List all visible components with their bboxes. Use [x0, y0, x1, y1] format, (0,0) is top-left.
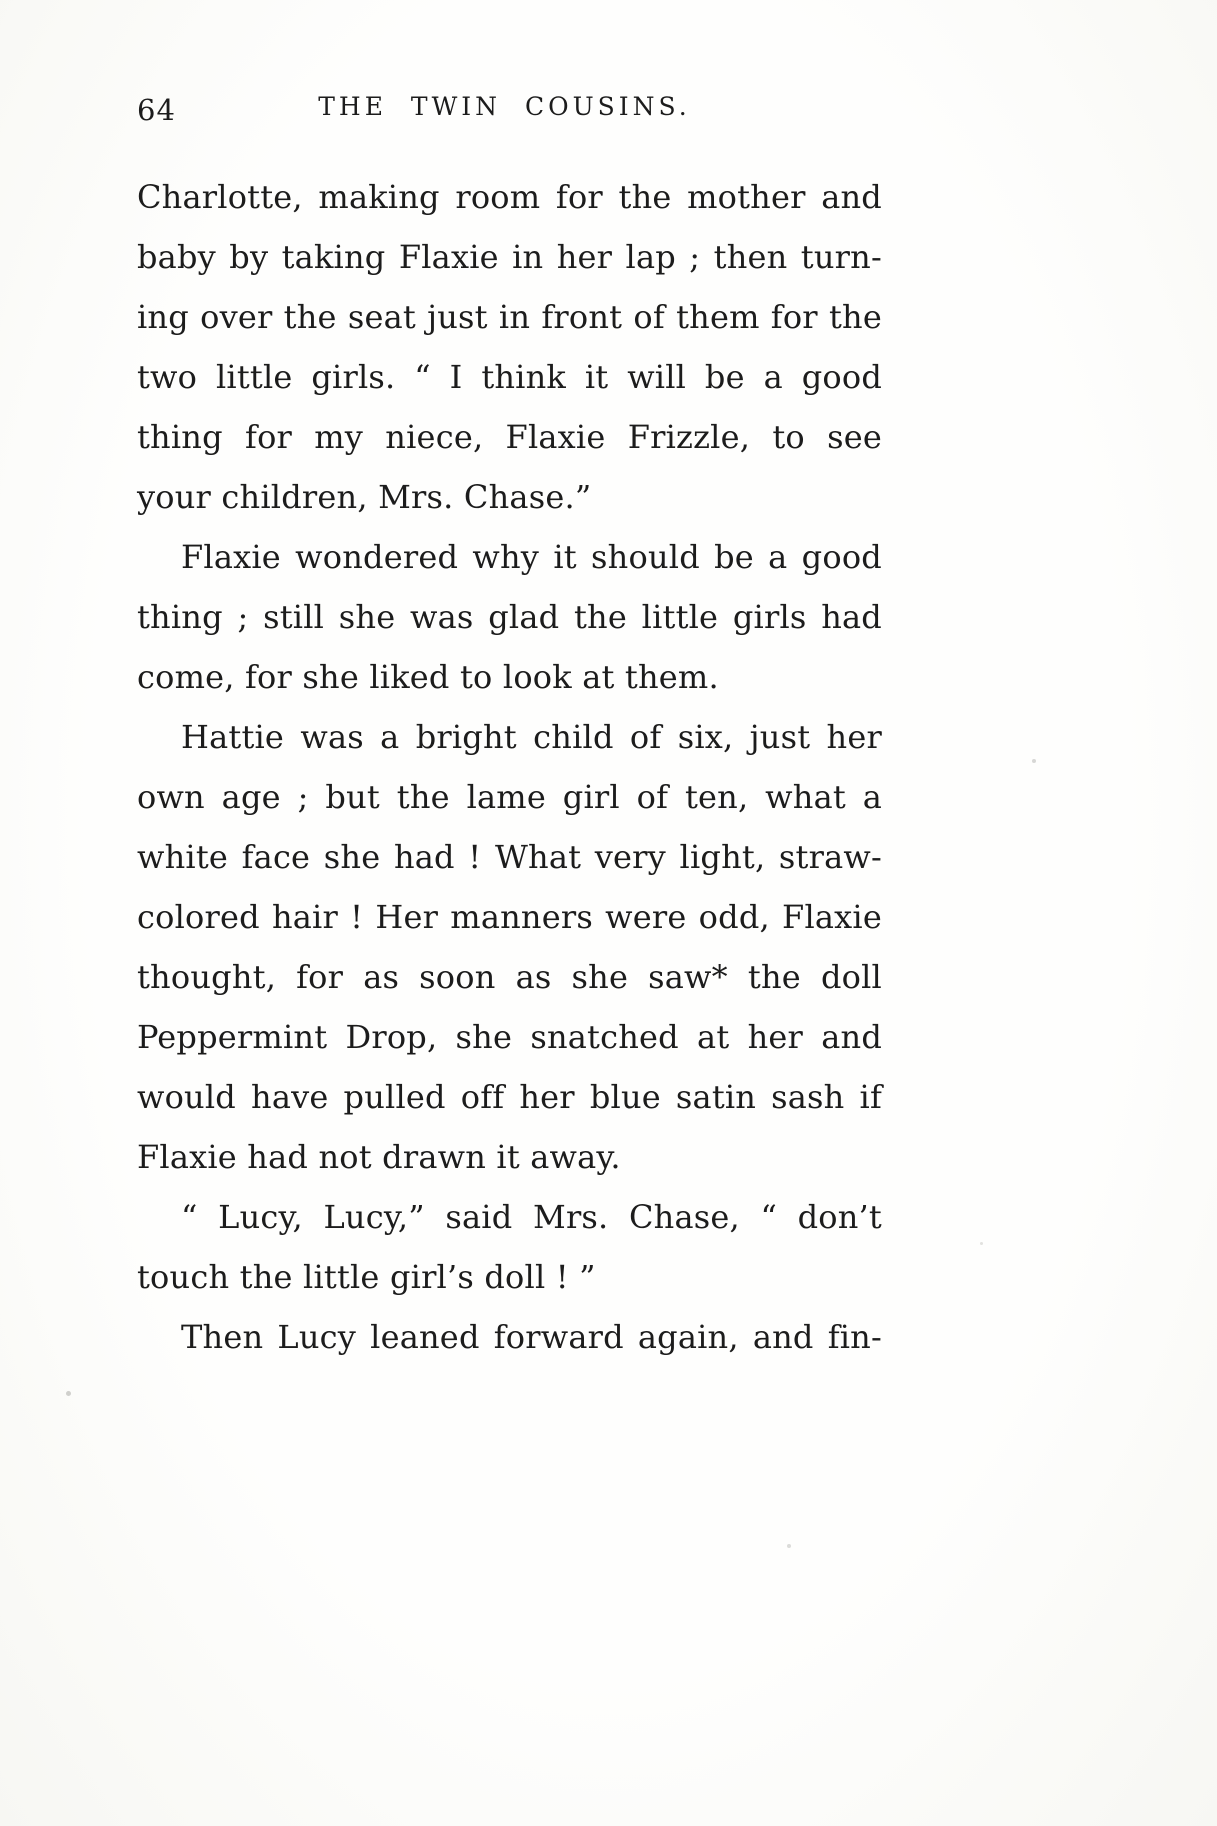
text-line: your children, Mrs. Chase.” [137, 478, 592, 516]
text-line: touch the little girl’s doll ! ” [137, 1258, 596, 1296]
text-block [137, 167, 882, 1367]
text-line: own age ; but the lame girl of ten, what a [137, 778, 882, 816]
text-line: thing ; still she was glad the little girls had [137, 598, 882, 636]
page-number: 64 [137, 93, 176, 127]
running-header: THE TWIN COUSINS. [318, 92, 691, 121]
text-line: would have pulled off her blue satin sash if [137, 1078, 882, 1116]
scan-speck [1032, 759, 1036, 763]
text-line: two little girls. “ I think it will be a good [137, 358, 882, 396]
text-line: Charlotte, making room for the mother and [137, 178, 882, 216]
text-line: baby by taking Flaxie in her lap ; then turn- [137, 238, 882, 276]
text-line: thing for my niece, Flaxie Frizzle, to see [137, 418, 882, 456]
text-line: come, for she liked to look at them. [137, 658, 719, 696]
text-line: Flaxie had not drawn it away. [137, 1138, 621, 1176]
text-line: ing over the seat just in front of them for the [137, 298, 882, 336]
scan-speck [787, 1544, 791, 1548]
scan-speck [66, 1391, 71, 1396]
text-line: Peppermint Drop, she snatched at her and [137, 1018, 882, 1056]
scan-speck [980, 1242, 983, 1245]
text-line: “ Lucy, Lucy,” said Mrs. Chase, “ don’t [181, 1198, 882, 1236]
text-line: colored hair ! Her manners were odd, Flaxie [137, 898, 882, 936]
text-line: Then Lucy leaned forward again, and fin- [181, 1318, 882, 1356]
text-line: Hattie was a bright child of six, just her [181, 718, 882, 756]
text-line: white face she had ! What very light, straw- [137, 838, 882, 876]
page-header [137, 92, 882, 132]
text-line: Flaxie wondered why it should be a good [181, 538, 882, 576]
text-line: thought, for as soon as she saw* the doll [137, 958, 882, 996]
